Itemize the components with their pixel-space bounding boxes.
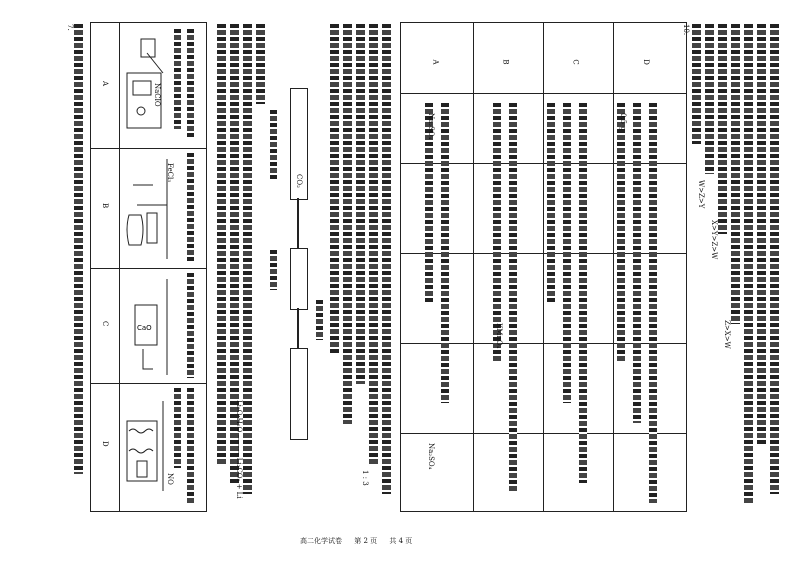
q10-fragment: W>Z>Y [697,180,705,209]
text-column [356,24,365,384]
text-column [705,24,714,174]
svg-text:CaO: CaO [137,324,152,332]
text-column [243,24,252,494]
apparatus-label: NO [166,473,174,485]
text-column [330,24,339,354]
table-fragment: 0.5 g [619,113,627,131]
panel-label: C [101,321,109,327]
text-column [74,24,83,474]
test-tube-icon [123,275,173,379]
flow-arrow [297,198,299,248]
text-column [256,24,265,104]
text-column [731,24,740,324]
footer-total: 共 4 页 [389,537,413,545]
footer-subject: 高二化学试卷 [300,537,342,545]
table-row-label: D [641,59,650,65]
apparatus-label: FeCl₃ [166,163,174,183]
text-column [718,24,727,234]
q10-fragment: Z>X>W [723,320,731,349]
footer-page: 第 2 页 [354,537,378,545]
table-row-label: C [571,59,580,65]
equation: Li₂O·H₂O ——— Li₂CO₃ + Li [235,400,243,499]
text-column [744,24,753,504]
table-fragment: Na₂SO₄ [427,443,435,470]
table-row-label: B [501,59,510,65]
ph-meter-icon [123,33,169,143]
text-column [382,24,391,494]
panel-label: A [101,81,109,87]
q8-fragment: 1 : 3 [361,470,369,486]
text-column [343,24,352,424]
experiment-table [400,22,687,512]
text-column [692,24,701,144]
text-column [217,24,226,464]
question-7-number: 7. [66,24,74,31]
text-column [369,24,378,464]
table-fragment: KMnO₄ [495,323,503,349]
text-column [757,24,766,444]
table-fragment: Na₂SO₄ [427,113,435,140]
question-10-number: 10. [682,24,690,36]
flow-arrow [297,308,299,348]
apparatus-label: NaClO [153,83,161,107]
flow-box [290,348,308,440]
page-footer [300,536,422,546]
apparatus-table [90,22,207,512]
panel-label: D [101,441,109,447]
table-row-label: A [431,59,440,65]
q10-fragment: X>Y>Z>W [710,220,718,260]
flow-box: CO₂ [290,88,308,200]
water-trough-icon [123,391,173,503]
flow-box [290,248,308,310]
panel-label: B [101,203,109,209]
text-column [770,24,779,494]
